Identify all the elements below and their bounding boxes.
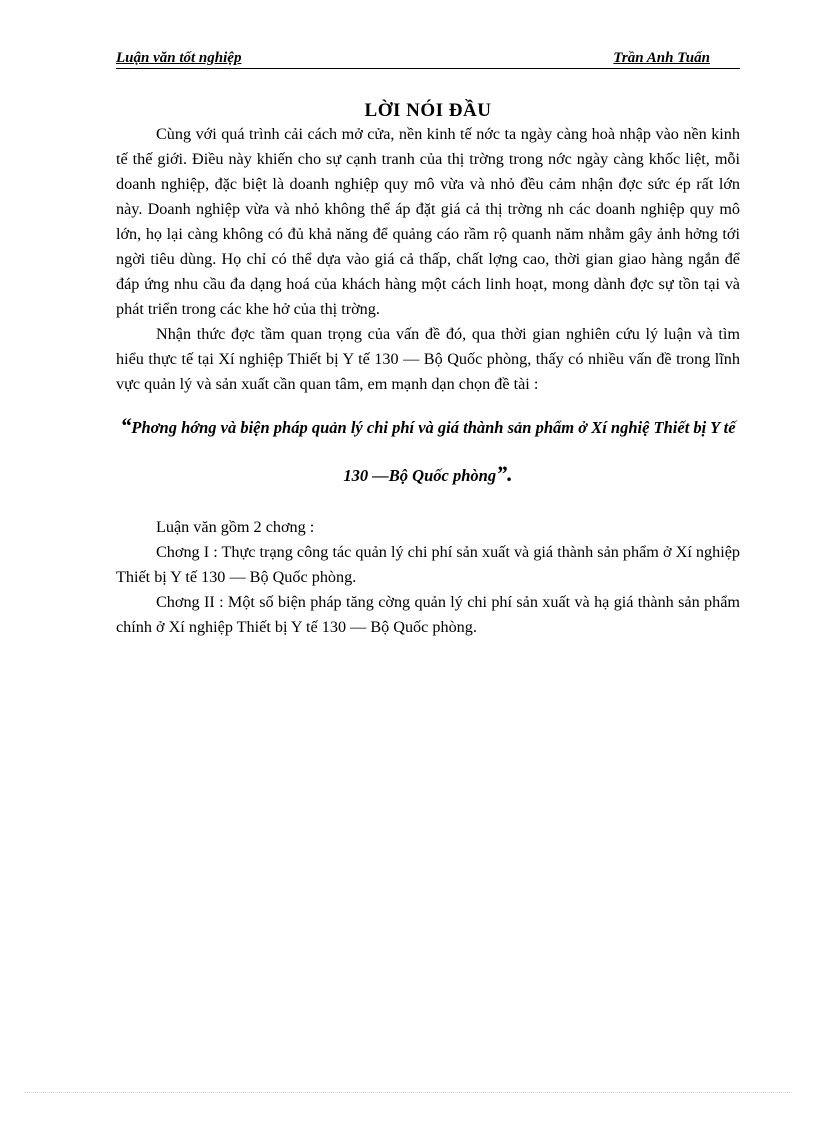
page-header — [116, 48, 740, 69]
topic-open-quote: “ — [120, 413, 132, 438]
page-title: LỜI NÓI ĐẦU — [364, 100, 492, 121]
document-body — [116, 122, 740, 640]
topic-close-quote: ”. — [496, 461, 513, 486]
topic-text: Phơng hớng và biện pháp quản lý chi phí và giá thành sản phẩm ở Xí nghiệ Thiết bị Y tế 130 —Bộ Quốc phòng — [131, 418, 736, 485]
footer-divider — [24, 1092, 792, 1093]
paragraph-intro: Cùng với quá trình cải cách mở cửa, nền kinh tế nớc ta ngày càng hoà nhập vào nền kinh tế thế giới. Điều này khiến cho sự cạnh tranh của thị trờng trong nớc ngày càng khốc liệt, mỗi doanh nghiệp, đặc biệt là doanh nghiệp quy mô vừa và nhỏ đều cảm nhận đợc sức ép rất lớn này. Doanh nghiệp vừa và nhỏ không thể áp đặt giá cả thị trờng nh các doanh nghiệp quy mô lớn, họ lại càng không có đủ khả năng để quảng cáo rầm rộ quanh năm nhằm gây ảnh hởng tới ngời tiêu dùng. Họ chỉ có thể dựa vào giá cả thấp, chất lợng cao, thời gian giao hàng ngắn để đáp ứng nhu cầu đa dạng hoá của khách hàng một cách linh hoạt, mong dành đợc sự tồn tại và phát triển trong các khe hở của thị trờng. — [116, 125, 740, 318]
paragraph-chapter-1: Chơng I : Thực trạng công tác quản lý chi phí sản xuất và giá thành sản phẩm ở Xí nghiệp Thiết bị Y tế 130 — Bộ Quốc phòng. — [116, 543, 740, 586]
header-thesis-label: Luận văn tốt nghiệp — [116, 50, 242, 66]
paragraph-awareness: Nhận thức đợc tầm quan trọng của vấn đề đó, qua thời gian nghiên cứu lý luận và tìm hiểu thực tế tại Xí nghiệp Thiết bị Y tế 130 — Bộ Quốc phòng, thấy có nhiều vấn đề trong lĩnh vực quản lý và sản xuất cần quan tâm, em mạnh dạn chọn đề tài : — [116, 325, 740, 393]
header-author-name: Trần Anh Tuấn — [613, 50, 710, 66]
thesis-topic — [116, 403, 740, 499]
paragraph-chapters-intro: Luận văn gồm 2 chơng : — [156, 518, 315, 536]
paragraph-chapter-2: Chơng II : Một số biện pháp tăng cờng quản lý chi phí sản xuất và hạ giá thành sản phẩm chính ở Xí nghiệp Thiết bị Y tế 130 — Bộ Quốc phòng. — [116, 593, 740, 636]
